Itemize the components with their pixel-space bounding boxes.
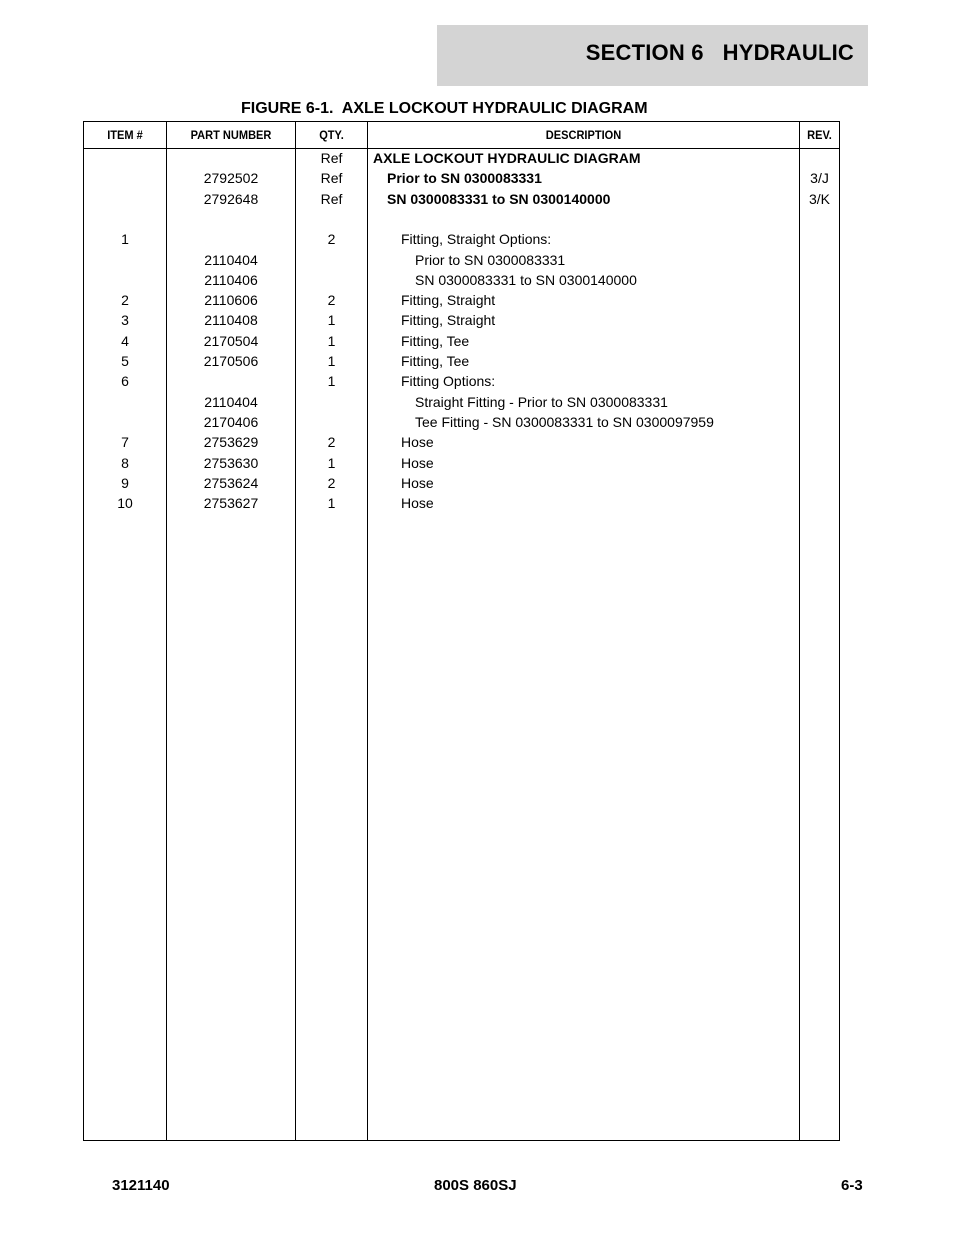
part-number-cell: 2110404	[204, 251, 258, 268]
table-row	[84, 270, 839, 290]
description-cell: Prior to SN 0300083331	[415, 251, 566, 268]
qty-cell: 2	[327, 474, 336, 491]
item-number-cell: 8	[121, 454, 129, 471]
part-number-cell: 2170506	[203, 353, 259, 369]
description-cell: Fitting, Straight	[401, 312, 496, 329]
description-cell: Fitting, Straight	[401, 292, 496, 309]
column-header-description: DESCRIPTION	[545, 128, 622, 142]
description-cell: SN 0300083331 to SN 0300140000	[415, 271, 637, 288]
table-row	[84, 331, 839, 351]
item-number-cell: 6	[121, 373, 129, 390]
description-cell: Fitting, Tee	[401, 332, 470, 349]
footer-doc-number: 3121140	[112, 1177, 170, 1194]
footer-model: 800S 860SJ	[434, 1177, 517, 1194]
table-row	[84, 209, 839, 229]
description-cell: Prior to SN 0300083331	[387, 170, 542, 187]
rev-cell: 3/K	[808, 190, 830, 207]
qty-cell: Ref	[320, 190, 343, 207]
qty-cell: 2	[327, 231, 336, 248]
part-number-cell: 2792648	[203, 190, 259, 207]
qty-cell: 2	[327, 434, 336, 451]
qty-cell: 1	[327, 495, 336, 512]
description-cell: Fitting, Tee	[401, 353, 470, 369]
column-header-part-number: PART NUMBER	[190, 128, 272, 142]
table-row	[84, 453, 839, 473]
description-cell: Fitting Options:	[401, 373, 496, 390]
item-number-cell: 5	[121, 353, 129, 369]
part-number-cell: 2110404	[204, 393, 258, 410]
description-cell: Hose	[401, 454, 434, 471]
description-cell: Fitting, Straight Options:	[401, 231, 552, 248]
column-header-qty: QTY.	[319, 128, 344, 142]
part-number-cell: 2792502	[203, 170, 259, 187]
column-header-rev: REV.	[807, 128, 832, 142]
part-number-cell: 2753624	[203, 474, 259, 491]
item-number-cell: 1	[121, 231, 129, 248]
item-number-cell: 7	[121, 434, 129, 451]
qty-cell: 1	[327, 312, 336, 329]
table-row	[84, 250, 839, 270]
table-row	[84, 412, 839, 432]
table-row	[84, 371, 839, 391]
qty-cell: 1	[327, 373, 336, 390]
part-number-cell: 2753629	[203, 434, 259, 451]
description-cell: Tee Fitting - SN 0300083331 to SN 0300097959	[415, 413, 714, 430]
table-row	[84, 229, 839, 249]
part-number-cell: 2110408	[204, 312, 258, 329]
table-row	[84, 392, 839, 412]
qty-cell: Ref	[320, 170, 343, 187]
description-cell: Straight Fitting - Prior to SN 0300083331	[415, 393, 668, 410]
parts-table	[83, 121, 840, 1141]
qty-cell: 2	[327, 292, 336, 309]
description-cell: Hose	[401, 474, 434, 491]
table-row	[84, 189, 839, 209]
description-cell: Hose	[401, 434, 434, 451]
item-number-cell: 3	[121, 312, 129, 329]
section-header	[437, 25, 868, 86]
item-number-cell: 10	[117, 495, 133, 512]
item-number-cell: 2	[121, 292, 129, 309]
description-cell: Hose	[401, 495, 434, 512]
part-number-cell: 2753630	[203, 454, 259, 471]
part-number-cell: 2170504	[203, 332, 259, 349]
part-number-cell: 2110406	[204, 271, 258, 288]
part-number-cell: 2753627	[203, 495, 259, 512]
column-header-item: ITEM #	[107, 128, 143, 142]
table-row	[84, 310, 839, 330]
part-number-cell: 2110606	[204, 292, 258, 309]
qty-cell: 1	[327, 454, 336, 471]
qty-cell: Ref	[320, 150, 343, 166]
section-title: SECTION 6 HYDRAULIC	[585, 40, 854, 65]
table-row	[84, 168, 839, 188]
table-row	[84, 351, 839, 371]
description-cell: SN 0300083331 to SN 0300140000	[387, 190, 611, 207]
qty-cell: 1	[327, 353, 336, 369]
table-row	[84, 493, 839, 513]
figure-title: FIGURE 6-1. AXLE LOCKOUT HYDRAULIC DIAGRAM	[241, 100, 648, 117]
footer-page-number: 6-3	[841, 1177, 863, 1194]
description-cell: AXLE LOCKOUT HYDRAULIC DIAGRAM	[373, 150, 641, 166]
table-row	[84, 148, 839, 168]
table-row	[84, 290, 839, 310]
table-row	[84, 473, 839, 493]
table-row	[84, 432, 839, 452]
item-number-cell: 4	[121, 332, 129, 349]
qty-cell: 1	[327, 332, 336, 349]
item-number-cell: 9	[121, 474, 129, 491]
rev-cell: 3/J	[810, 170, 829, 187]
part-number-cell: 2170406	[203, 413, 259, 430]
